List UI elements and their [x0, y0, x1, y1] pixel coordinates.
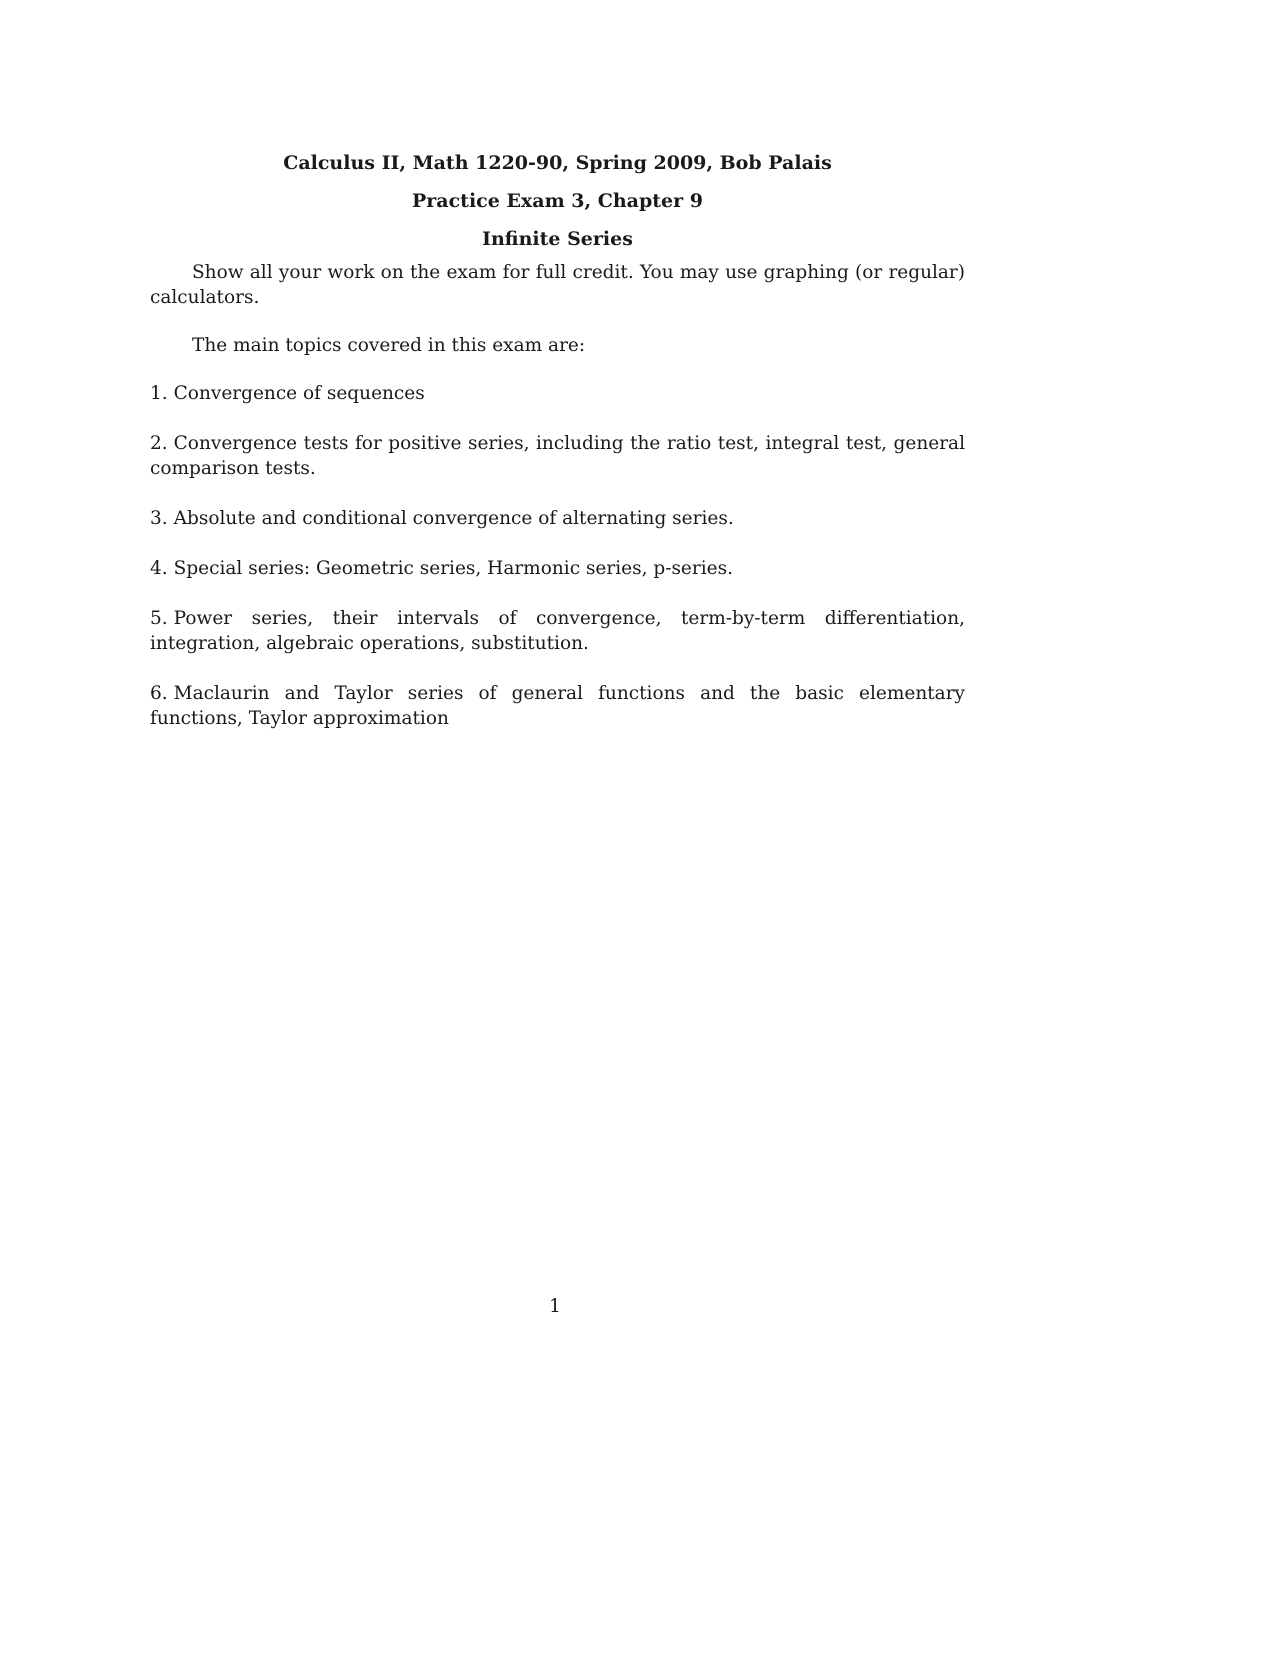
topic-number: 2. [150, 433, 168, 454]
topic-item [150, 431, 965, 481]
course-title: Calculus II, Math 1220-90, Spring 2009, Bob Palais [283, 152, 832, 174]
topic-item [150, 606, 965, 656]
topic-item [150, 681, 965, 731]
page-number: 1 [549, 1296, 561, 1317]
topic-item [150, 556, 965, 581]
topic-text: Power series, their intervals of convergence, term-by-term differentiation, integration, algebraic operations, substitution. [150, 608, 965, 654]
instructions-paragraph: Show all your work on the exam for full credit. You may use graphing (or regular) calculators. [150, 262, 965, 308]
topic-text: Special series: Geometric series, Harmonic series, p-series. [173, 558, 733, 579]
topic-number: 1. [150, 383, 168, 404]
topic-item [150, 506, 965, 531]
exam-subtitle: Infinite Series [482, 228, 633, 250]
topics-list [150, 381, 965, 731]
topic-number: 6. [150, 683, 168, 704]
topic-text: Convergence tests for positive series, including the ratio test, integral test, general comparison tests. [150, 433, 965, 479]
topic-text: Convergence of sequences [173, 383, 425, 404]
topic-text: Absolute and conditional convergence of alternating series. [173, 508, 734, 529]
topic-item [150, 381, 965, 406]
topics-intro: The main topics covered in this exam are: [192, 335, 586, 356]
topic-number: 4. [150, 558, 168, 579]
topic-text: Maclaurin and Taylor series of general functions and the basic elementary functions, Taylor approximation [150, 683, 965, 729]
document-content [150, 150, 965, 756]
exam-title: Practice Exam 3, Chapter 9 [412, 190, 703, 212]
topic-number: 3. [150, 508, 168, 529]
topic-number: 5. [150, 608, 168, 629]
